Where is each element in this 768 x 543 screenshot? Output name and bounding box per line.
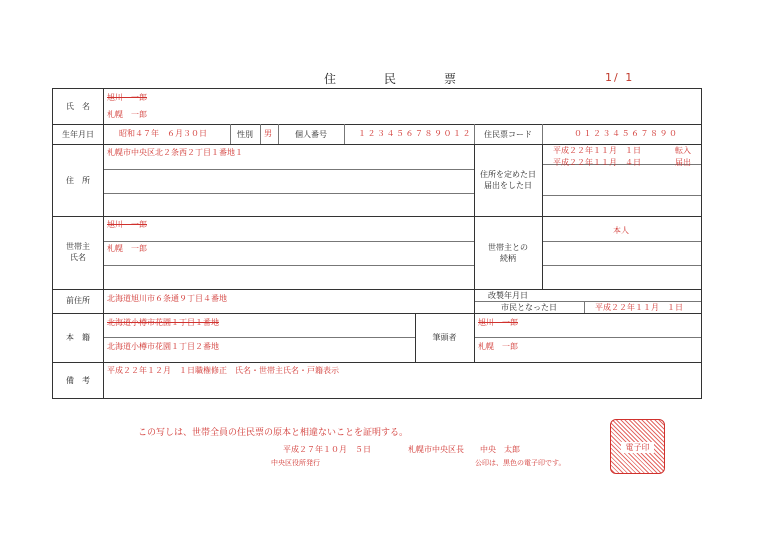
label-sex: 性別 xyxy=(237,130,253,139)
label-name: 氏 名 xyxy=(66,102,90,111)
relation-value: 本人 xyxy=(613,226,629,235)
issuer: 札幌市中央区長 中央 太郎 xyxy=(408,445,520,454)
dob-value: 昭和４７年 ６月３０日 xyxy=(119,129,207,138)
name-old-value: 旭川 一郎 xyxy=(107,93,147,102)
hittousha-new-value: 札幌 一郎 xyxy=(478,342,518,351)
label-honseki: 本 籍 xyxy=(66,333,90,342)
issuing-office: 中央区役所発行 xyxy=(271,459,320,467)
city-resident-date-value: 平成２２年１１月 １日 xyxy=(595,303,683,312)
address-date-2: 平成２２年１１月 ４日 xyxy=(553,158,641,167)
honseki-new-value: 北海道小樽市花園１丁目２番地 xyxy=(107,342,219,351)
householder-new-value: 札幌 一郎 xyxy=(107,244,147,253)
label-dob: 生年月日 xyxy=(62,130,94,139)
resident-record-form xyxy=(52,88,702,399)
page-number: 1/ 1 xyxy=(605,71,635,84)
label-city-resident-date: 市民となった日 xyxy=(501,303,557,312)
address-date-1: 平成２２年１１月 １日 xyxy=(553,146,641,155)
previous-address-value: 北海道旭川市６条通９丁目４番地 xyxy=(107,294,227,303)
label-previous-address: 前住所 xyxy=(66,296,90,305)
personal-number-value: １２３４５６７８９０１２ xyxy=(358,129,472,138)
name-new-value: 札幌 一郎 xyxy=(107,110,147,119)
sex-value: 男 xyxy=(264,129,272,138)
honseki-old-value: 北海道小樽市花園１丁目１番地 xyxy=(107,318,219,327)
label-remarks: 備 考 xyxy=(66,376,90,385)
hittousha-old-value: 旭川 一郎 xyxy=(478,318,518,327)
resident-code-value: ０１２３４５６７８９０ xyxy=(574,129,679,138)
label-address: 住 所 xyxy=(66,176,90,185)
address-value: 札幌市中央区北２条西２丁目１番地１ xyxy=(107,148,243,157)
label-householder-name: 世帯主 氏名 xyxy=(66,242,90,262)
electronic-seal-stamp xyxy=(610,419,665,474)
address-date-1-type: 転入 xyxy=(675,146,691,155)
issue-date: 平成２７年１０月 ５日 xyxy=(283,445,371,454)
title-char: 民 xyxy=(383,72,396,86)
label-personal-number: 個人番号 xyxy=(295,130,327,139)
document-title xyxy=(300,70,480,87)
certification-statement: この写しは、世帯全員の住民票の原本と相違ないことを証明する。 xyxy=(138,428,409,438)
label-resident-code: 住民票コード xyxy=(484,130,532,139)
label-address-date: 住所を定めた日 届出をした日 xyxy=(480,170,536,190)
label-reform-date: 改製年月日 xyxy=(488,291,528,300)
remarks-value: 平成２２年１２月 １日職権修正 氏名・世帯主氏名・戸籍表示 xyxy=(107,366,339,375)
seal-note: 公印は、黒色の電子印です。 xyxy=(475,459,566,467)
address-date-2-type: 届出 xyxy=(675,158,691,167)
title-char: 票 xyxy=(443,72,456,86)
label-relation: 世帯主との 続柄 xyxy=(488,243,528,263)
householder-old-value: 旭川 一郎 xyxy=(107,220,147,229)
stamp-label: 電子印 xyxy=(621,442,654,453)
label-hittousha: 筆頭者 xyxy=(432,333,457,342)
title-char: 住 xyxy=(323,72,336,86)
